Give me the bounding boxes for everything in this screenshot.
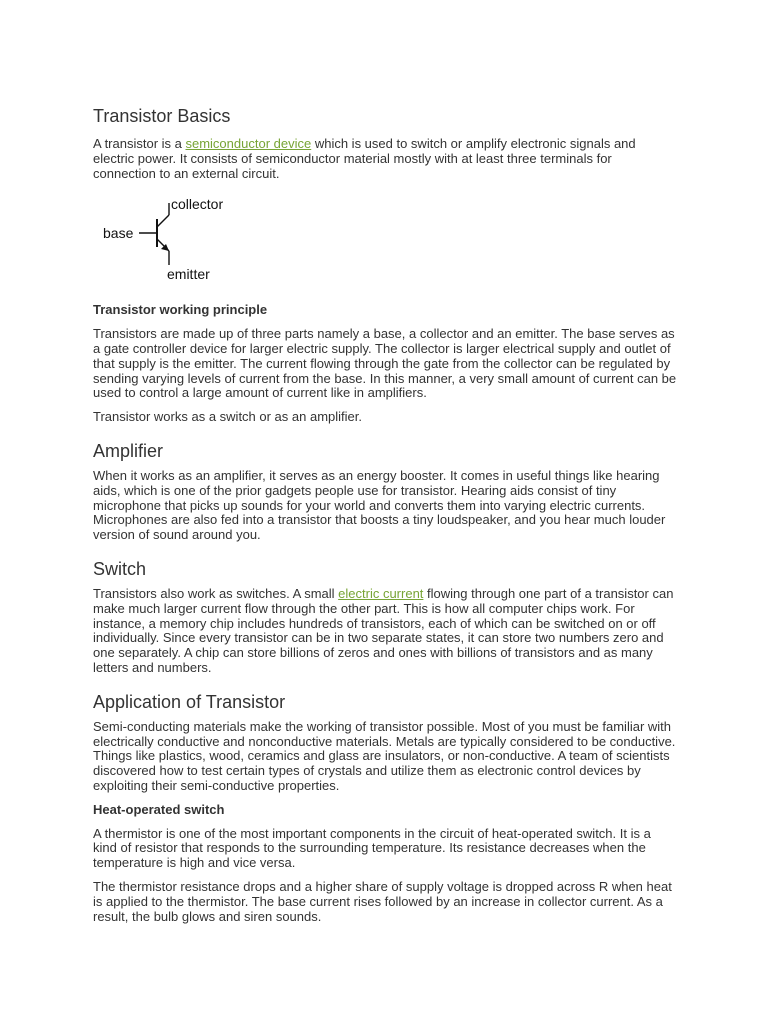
heat-paragraph-2: The thermistor resistance drops and a higher share of supply voltage is dropped across R when heat is applied to the thermistor. The base current rises followed by an increase in collector current. As a result, the bulb glows and siren sounds.: [93, 878, 672, 924]
switch-paragraph: [93, 587, 678, 676]
intro-text-start: A transistor is a: [93, 136, 186, 151]
heat-paragraph-1: A thermistor is one of the most important components in the circuit of heat-operated switch. It is a kind of resistor that responds to the surrounding temperature. Its resistance decreases when the temperature is high and vice versa.: [93, 825, 651, 871]
heading-transistor-basics: Transistor Basics: [93, 106, 231, 126]
label-collector: collector: [171, 196, 224, 213]
application-paragraph: Semi-conducting materials make the working of transistor possible. Most of you must be familiar with electrically conductive and nonconductive materials. Metals are typically considered to be conductive. Things like plastics, wood, ceramics and glass are insulators, or non-conductive. A team of scientists discovered how to test certain types of crystals and utilize them as electronic control devices by exploiting their semi-conductive properties.: [93, 718, 676, 793]
transistor-symbol-diagram: [97, 195, 247, 287]
document-page: [93, 104, 678, 933]
subheading-working-principle: Transistor working principle: [93, 302, 268, 318]
switch-text-end: flowing through one part of a transistor can make much larger current flow through the other part. This is how all computer chips work. For instance, a memory chip includes hundreds of transistors, each of which can be switched on or off individually. Since every transistor can be in two separate states, it can store two numbers zero and one separately. A chip can store billions of zeros and ones with billions of transistors and as many letters and numbers.: [93, 585, 674, 675]
heading-switch: Switch: [93, 558, 147, 579]
principle-paragraph-1: Transistors are made up of three parts namely a base, a collector and an emitter. The base serves as a gate controller device for larger electric supply. The collector is larger electrical supply and outlet of that supply is the emitter. The current flowing through the gate from the collector can be regulated by sending varying levels of current from the base. In this manner, a very small amount of current can be used to control a large amount of current like in amplifiers.: [93, 326, 677, 401]
subheading-heat-operated-switch: Heat-operated switch: [93, 801, 225, 817]
intro-text-end: which is used to switch or amplify electronic signals and electric power. It consists of semiconductor material mostly with at least three terminals for connection to an external circuit.: [93, 136, 636, 181]
intro-paragraph: [93, 137, 678, 181]
link-electric-current[interactable]: electric current: [338, 585, 424, 601]
amplifier-paragraph: When it works as an amplifier, it serves as an energy booster. It comes in useful things like hearing aids, which is one of the prior gadgets people use for transistor. Hearing aids consist of tiny microphone that picks up sounds for your world and converts them into varying electric currents. Microphones are also fed into a transistor that boosts a tiny loudspeaker, and you hear much louder version of sound around you.: [93, 467, 666, 543]
switch-text-start: Transistors also work as switches. A small: [93, 585, 339, 601]
heading-amplifier: Amplifier: [93, 440, 164, 461]
link-semiconductor-device[interactable]: semiconductor device: [185, 136, 312, 151]
label-base: base: [103, 225, 134, 242]
heading-application: Application of Transistor: [93, 691, 286, 712]
principle-paragraph-2: Transistor works as a switch or as an amplifier.: [93, 409, 362, 425]
collector-diagonal: [157, 215, 169, 227]
label-emitter: emitter: [167, 266, 210, 283]
